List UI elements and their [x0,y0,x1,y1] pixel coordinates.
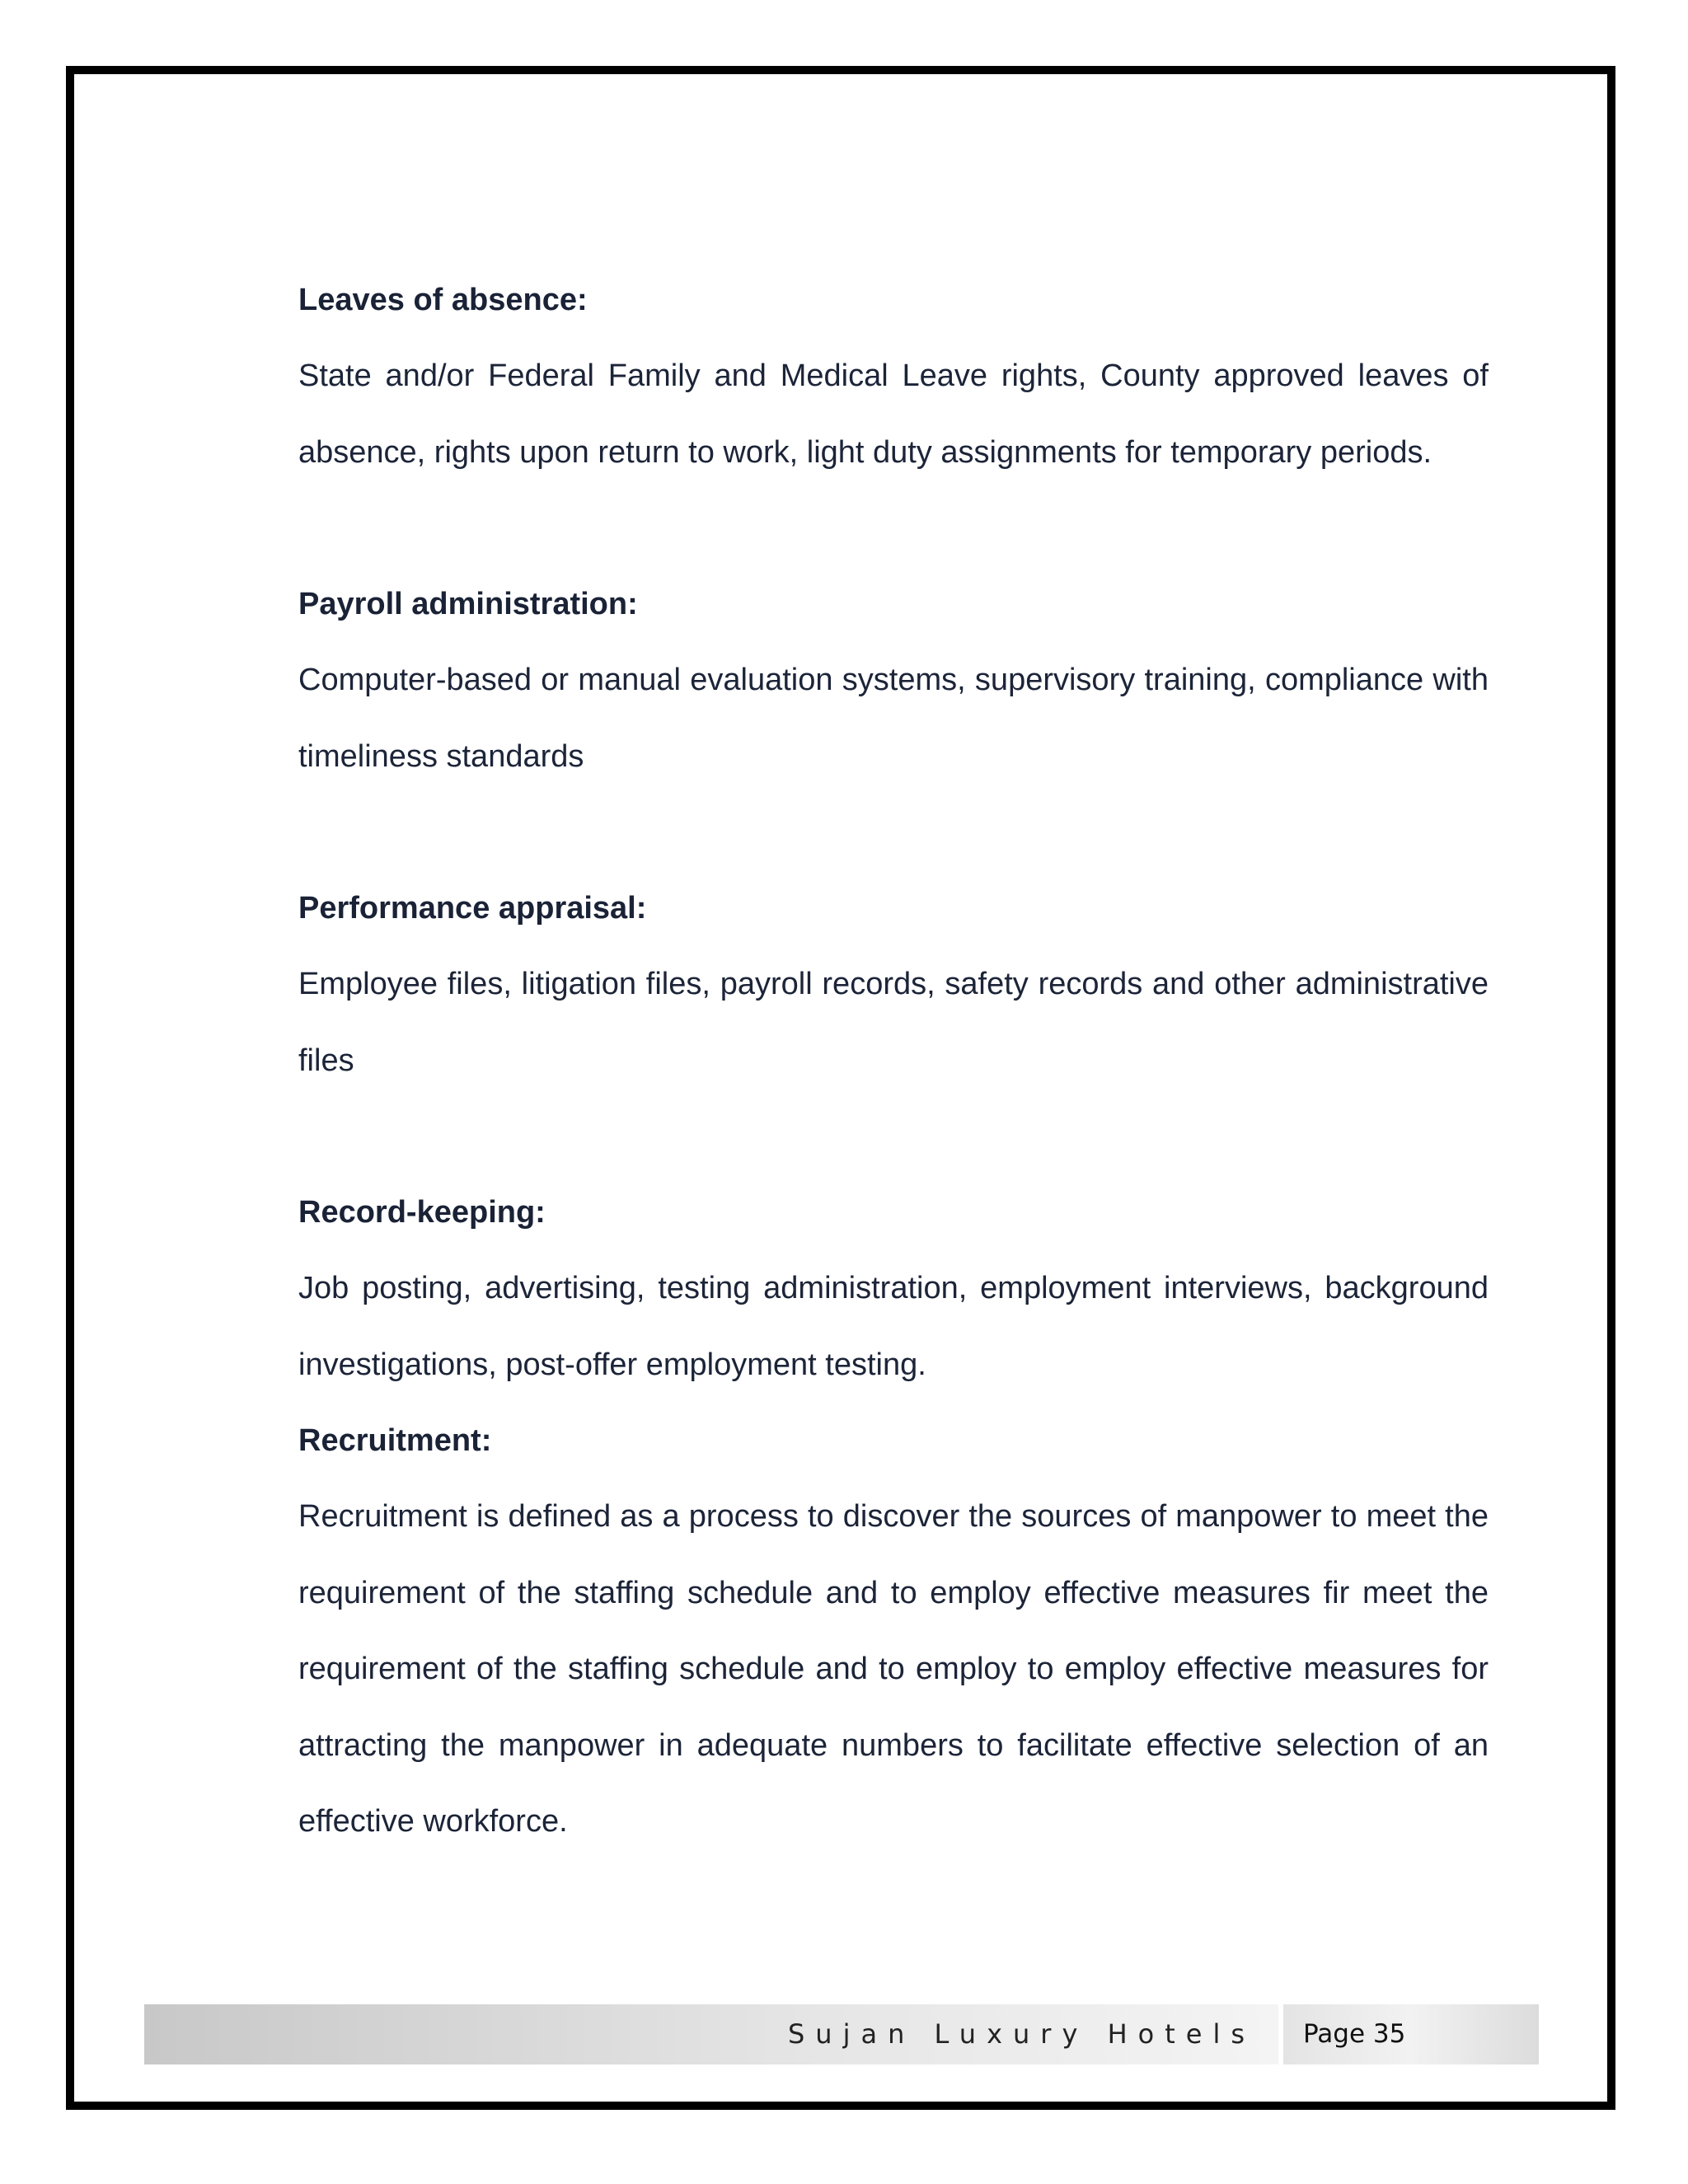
section-spacer [298,794,1489,870]
page-footer [144,2004,1539,2064]
footer-company-name: Sujan Luxury Hotels [787,2018,1255,2050]
footer-page-box [1283,2004,1539,2064]
section-body: Job posting, advertising, testing administration, employment interviews, background investigations, post-offer employment testing. [298,1271,1489,1382]
footer-company-bar [144,2004,1278,2064]
section-heading: Record-keeping: [298,1195,546,1230]
section-body: Employee files, litigation files, payroll records, safety records and other administrative files [298,967,1489,1078]
section-heading: Recruitment: [298,1423,492,1458]
section-heading: Leaves of absence: [298,283,588,317]
section-leaves-of-absence [298,262,1489,490]
section-performance-appraisal [298,870,1489,1099]
page-number: Page 35 [1303,2019,1406,2049]
section-heading: Performance appraisal: [298,891,647,926]
section-spacer [298,490,1489,566]
section-heading: Payroll administration: [298,587,638,621]
section-spacer [298,1099,1489,1174]
document-content [298,262,1489,1860]
section-payroll-administration [298,566,1489,794]
section-record-keeping [298,1174,1489,1403]
section-body: Computer-based or manual evaluation systems, supervisory training, compliance with timeliness standards [298,663,1489,774]
section-body: State and/or Federal Family and Medical Leave rights, County approved leaves of absence, rights upon return to work, light duty assignments for temporary periods. [298,359,1489,470]
section-body: Recruitment is defined as a process to discover the sources of manpower to meet the requirement of the staffing schedule and to employ effective measures fir meet the requirement of the staffing schedule and to employ to employ effective measures for attracting the manpower in adequate numbers to facilitate effective selection of an effective workforce. [298,1499,1489,1839]
section-recruitment [298,1403,1489,1860]
